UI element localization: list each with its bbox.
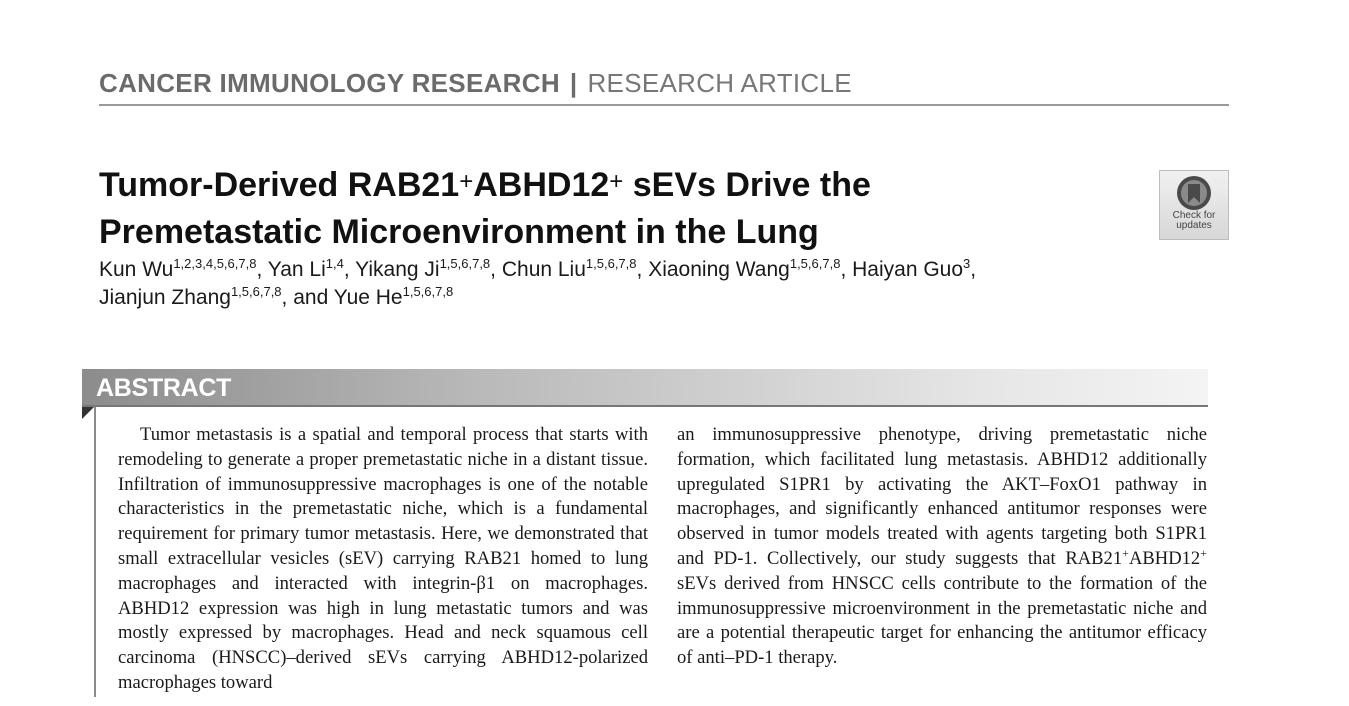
abstract-banner (82, 369, 1208, 407)
check-for-updates-label: Check for updates (1172, 210, 1216, 231)
author-separator: , (840, 258, 853, 281)
author-affiliation: 1,5,6,7,8 (402, 284, 454, 299)
abstract-text-2c: sEVs derived from HNSCC cells contribute to the formation of the immunosuppressive microenvironment in the premetastatic niche and are a potential therapeutic target for enhancing the antitumor efficacy of anti–PD-1 therapy. (677, 572, 1207, 669)
author-name: Haiyan Guo (852, 258, 964, 281)
title-text-1: Tumor-Derived RAB21 (99, 166, 460, 204)
author-affiliation: 1,5,6,7,8 (585, 256, 637, 271)
author-affiliation: 1,5,6,7,8 (789, 256, 841, 271)
author-name: Yikang Ji (355, 258, 440, 281)
author-affiliation: 1,2,3,4,5,6,7,8 (173, 256, 257, 271)
author-separator: , (636, 258, 649, 281)
title-text-3: sEVs Drive the Premetastatic Microenvironment in the Lung (99, 166, 871, 251)
abstract-rule (82, 405, 1208, 407)
abstract-heading: ABSTRACT (96, 374, 232, 402)
abstract-superscript-2: + (1200, 545, 1207, 560)
author-separator: , (970, 258, 977, 281)
author-name: Yan Li (267, 258, 326, 281)
author-affiliation: 1,4 (325, 256, 344, 271)
abstract-text-2b: ABHD12 (1128, 547, 1201, 569)
abstract-column-1: Tumor metastasis is a spatial and temporal process that starts with remodeling to generate a proper premetastatic niche in a distant tissue. Infiltration of immunosuppressive macrophages is one of the notable characteristics in the premetastatic niche, which is a fundamental requirement for primary tumor metastasis. Here, we demonstrated that small extracellular vesicles (sEV) carrying RAB21 homed to lung macrophages and interacted with integrin-β1 on macrophages. ABHD12 expression was high in lung metastatic tumors and was mostly expressed by macrophages. Head and neck squamous cell carcinoma (HNSCC)–derived sEVs carrying ABHD12-polarized macrophages toward (118, 424, 648, 693)
title-text-2: ABHD12 (473, 166, 610, 204)
author-name: Xiaoning Wang (648, 258, 790, 281)
title-superscript-1: + (459, 168, 474, 195)
author-separator: , (256, 258, 268, 281)
title-superscript-2: + (609, 168, 624, 195)
author-name: Chun Liu (501, 258, 586, 281)
abstract-left-rule (94, 407, 96, 697)
author-name: Kun Wu (99, 258, 174, 281)
author-separator: , (343, 258, 356, 281)
author-affiliation: 3 (963, 256, 971, 271)
header-rule (99, 104, 1229, 106)
article-title (99, 162, 1099, 256)
author-separator: , (490, 258, 502, 281)
author-affiliation: 1,5,6,7,8 (230, 284, 282, 299)
bookmark-icon (1176, 175, 1212, 211)
abstract-column-2 (677, 423, 1207, 671)
abstract-corner-marker (82, 407, 94, 419)
journal-name: CANCER IMMUNOLOGY RESEARCH (99, 68, 560, 98)
abstract-superscript-1: + (1122, 545, 1129, 560)
check-for-updates-button[interactable] (1159, 170, 1229, 240)
author-list (99, 256, 1149, 312)
author-separator: , and (281, 286, 334, 309)
author-name: Yue He (333, 286, 403, 309)
article-type: RESEARCH ARTICLE (587, 68, 852, 98)
header-separator: | (569, 68, 578, 98)
author-name: Jianjun Zhang (99, 286, 231, 309)
abstract-text-2a: an immunosuppressive phenotype, driving premetastatic niche formation, which facilitated lung metastasis. ABHD12 additionally upregulated S1PR1 by activating the AKT–FoxO1 pathway in macrophages, and significantly enhanced antitumor responses were observed in tumor models treated with agents targeting both S1PR1 and PD-1. Collectively, our study suggests that RAB21 (677, 424, 1207, 569)
running-header (99, 68, 1229, 99)
author-affiliation: 1,5,6,7,8 (439, 256, 491, 271)
